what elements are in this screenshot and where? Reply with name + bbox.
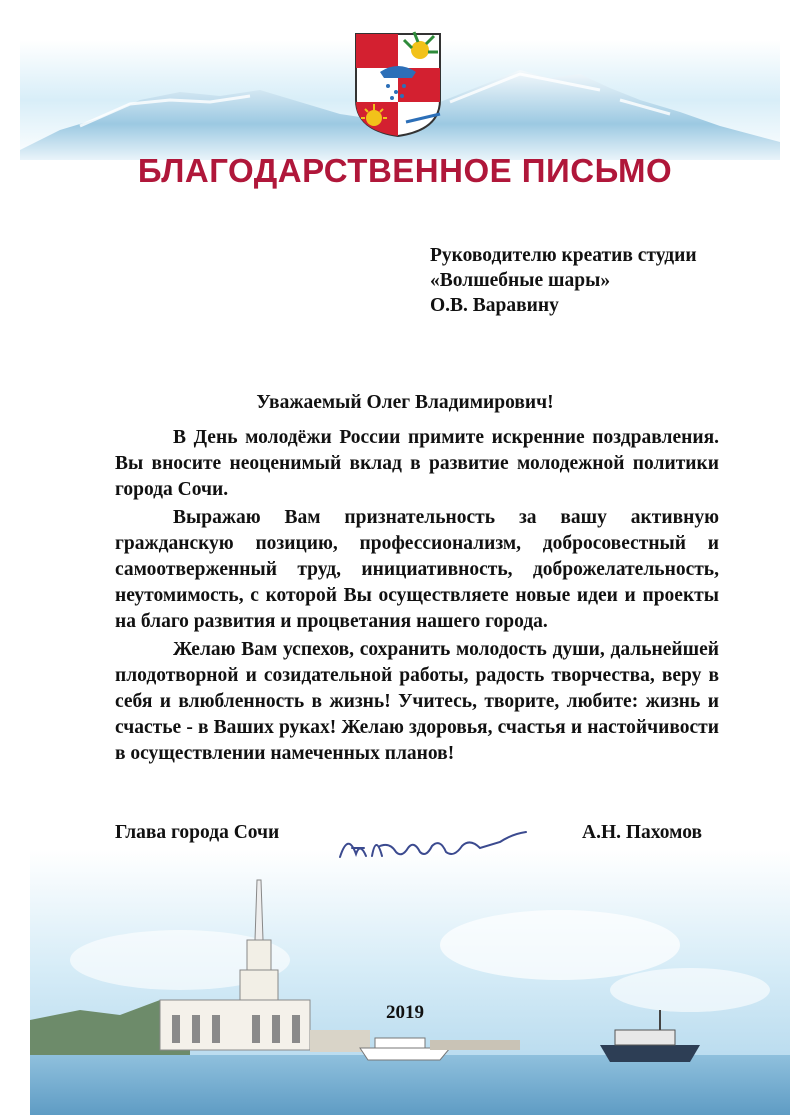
signatory-role: Глава города Сочи bbox=[115, 822, 280, 843]
sochi-coat-of-arms-icon bbox=[352, 30, 444, 138]
letter-title: БЛАГОДАРСТВЕННОЕ ПИСЬМО bbox=[137, 152, 673, 189]
addressee-block bbox=[430, 243, 790, 318]
paragraph-congratulation: В День молодёжи России примите искренние поздравления. Вы вносите неоценимый вклад в развитие молодежной политики города Сочи. bbox=[115, 427, 719, 500]
paragraph-wishes: Желаю Вам успехов, сохранить молодость души, дальнейшей плодотворной и созидательной работы, радость творчества, веру в себя и влюбленность в жизнь! Учитесь, творите, любите: жизнь и счастье - в Ваших руках! Желаю здоровья, счастья и настойчивости в осуществлении намеченных планов! bbox=[115, 639, 719, 764]
signatory-name: А.Н. Пахомов bbox=[582, 822, 702, 843]
letter-year: 2019 bbox=[386, 1002, 424, 1023]
letter-body bbox=[115, 425, 719, 767]
addressee-line-position: Руководителю креатив студии bbox=[430, 245, 697, 266]
addressee-line-name: О.В. Варавину bbox=[430, 295, 559, 316]
handwritten-signature bbox=[330, 812, 530, 872]
greeting: Уважаемый Олег Владимирович! bbox=[256, 392, 554, 413]
addressee-line-company: «Волшебные шары» bbox=[430, 270, 611, 291]
sochi-harbor-illustration bbox=[0, 850, 810, 1115]
paragraph-gratitude: Выражаю Вам признательность за вашу активную гражданскую позицию, профессионализм, добросовестный и самоотверженный труд, инициативность, доброжелательность, неутомимость, с которой Вы осуществляете новые идеи и проекты на благо развития и процветания нашего города. bbox=[115, 507, 719, 632]
